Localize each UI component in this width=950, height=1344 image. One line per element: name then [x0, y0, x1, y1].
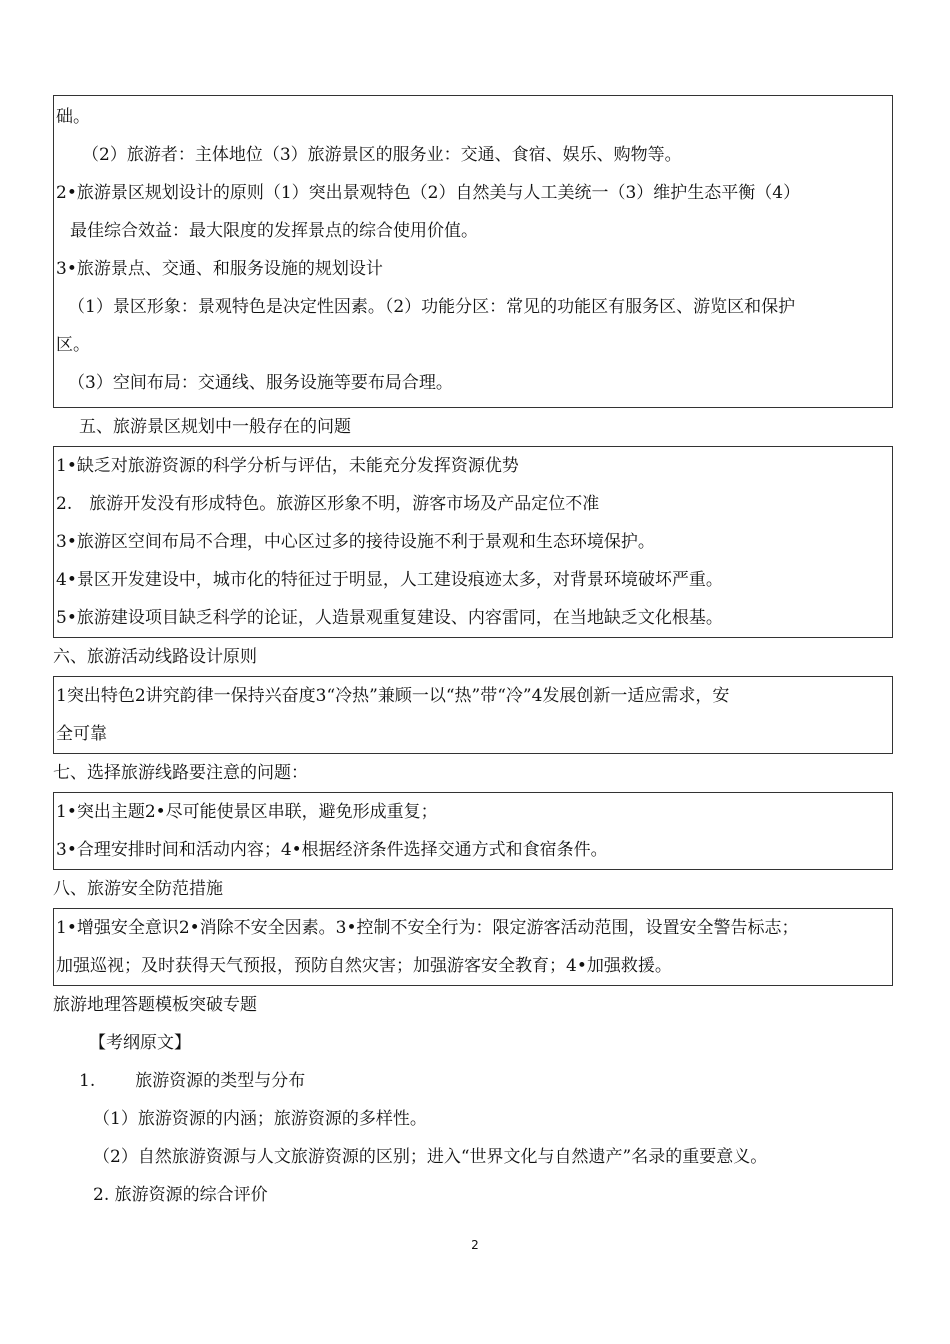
list-item: 1•缺乏对旅游资源的科学分析与评估，未能充分发挥资源优势	[56, 456, 519, 476]
syllabus-label: 【考纲原文】	[89, 1033, 191, 1053]
box-route-principles	[53, 676, 893, 754]
box-route-issues	[53, 792, 893, 870]
text-line: 加强巡视；及时获得天气预报，预防自然灾害；加强游客安全教育；4•加强救援。	[56, 956, 672, 976]
page-number: 2	[471, 1238, 479, 1252]
item-text: 旅游资源的类型与分布	[135, 1071, 306, 1091]
list-item: 4•景区开发建设中，城市化的特征过于明显，人工建设痕迹太多，对背景环境破坏严重。	[56, 570, 723, 590]
section-heading: 七、选择旅游线路要注意的问题：	[53, 763, 308, 783]
section-heading: 八、旅游安全防范措施	[53, 879, 223, 899]
section-heading: 六、旅游活动线路设计原则	[53, 647, 257, 667]
document-page	[53, 95, 893, 1214]
text-line: （2）旅游者：主体地位（3）旅游景区的服务业：交通、食宿、娱乐、购物等。	[82, 145, 682, 165]
syllabus-subitem: （1）旅游资源的内涵；旅游资源的多样性。	[93, 1109, 427, 1129]
syllabus-item: 2. 旅游资源的综合评价	[93, 1185, 268, 1205]
syllabus-item	[53, 1062, 893, 1100]
text-line: 1突出特色2讲究韵律一保持兴奋度3“冷热”兼顾一以“热”带“冷”4发展创新一适应需求，安	[56, 686, 730, 706]
text-line: 3•合理安排时间和活动内容；4•根据经济条件选择交通方式和食宿条件。	[56, 840, 608, 860]
text-line: 全可靠	[56, 724, 107, 744]
text-line: 最佳综合效益：最大限度的发挥景点的综合使用价值。	[70, 221, 478, 241]
item-number: 1.	[79, 1071, 96, 1091]
text-line: 1•增强安全意识2•消除不安全因素。3•控制不安全行为：限定游客活动范围，设置安全警告标志；	[56, 918, 799, 938]
box-safety-measures	[53, 908, 893, 986]
text-line: 3•旅游景点、交通、和服务设施的规划设计	[56, 259, 383, 279]
text-line: 1•突出主题2•尽可能使景区串联，避免形成重复；	[56, 802, 438, 822]
text-line: （1）景区形象：景观特色是决定性因素。（2）功能分区：常见的功能区有服务区、游览区和保护	[68, 297, 796, 317]
text-line: 2•旅游景区规划设计的原则（1）突出景观特色（2）自然美与人工美统一（3）维护生态平衡（4）	[56, 183, 801, 203]
list-item: 3•旅游区空间布局不合理，中心区过多的接待设施不利于景观和生态环境保护。	[56, 532, 655, 552]
text-line: （3）空间布局：交通线、服务设施等要布局合理。	[68, 373, 453, 393]
list-item: 2. 旅游开发没有形成特色。旅游区形象不明，游客市场及产品定位不准	[56, 494, 600, 514]
list-item: 5•旅游建设项目缺乏科学的论证，人造景观重复建设、内容雷同，在当地缺乏文化根基。	[56, 608, 723, 628]
section-title: 旅游地理答题模板突破专题	[53, 995, 257, 1015]
syllabus-subitem: （2）自然旅游资源与人文旅游资源的区别；进入“世界文化与自然遗产”名录的重要意义。	[93, 1147, 768, 1167]
section-heading: 五、旅游景区规划中一般存在的问题	[79, 417, 351, 437]
box-planning-principles	[53, 95, 893, 408]
text-line: 础。	[56, 107, 90, 127]
box-problems	[53, 446, 893, 638]
text-line: 区。	[56, 335, 90, 355]
